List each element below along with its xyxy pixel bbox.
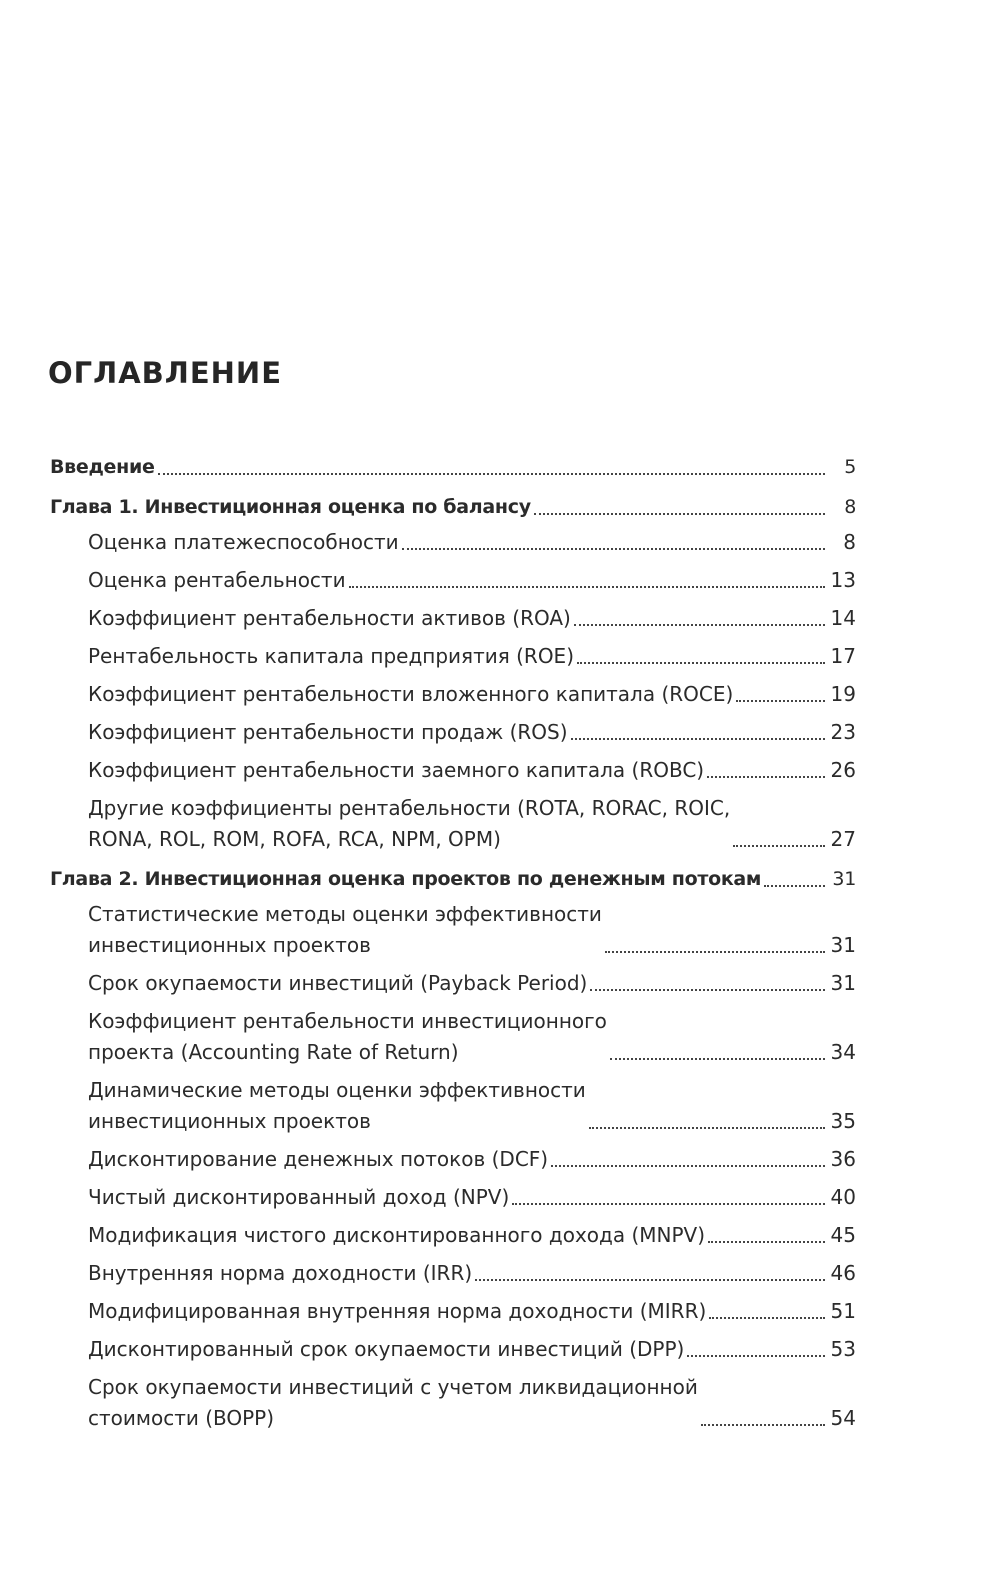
toc-entry-title: Коэффициент рентабельности продаж (ROS): [88, 720, 568, 744]
dot-leader: [610, 1058, 825, 1060]
toc-entry-title: Оценка платежеспособности: [88, 530, 399, 554]
table-of-contents: [50, 452, 856, 1441]
toc-page-number: 31: [830, 933, 856, 957]
toc-page-number: 34: [830, 1040, 856, 1064]
toc-entry[interactable]: [50, 1258, 856, 1289]
toc-entry-title-line: инвестиционных проектов: [88, 1109, 371, 1133]
toc-page-number: 23: [830, 720, 856, 744]
dot-leader: [574, 624, 825, 626]
toc-entry[interactable]: [50, 968, 856, 999]
toc-entry-title: Дисконтирование денежных потоков (DCF): [88, 1147, 549, 1171]
toc-entry-title-line: инвестиционных проектов: [88, 933, 371, 957]
dot-leader: [589, 1127, 825, 1129]
dot-leader: [707, 776, 825, 778]
dot-leader: [475, 1279, 825, 1281]
toc-entry[interactable]: [50, 793, 856, 855]
toc-page-number: 36: [830, 1147, 856, 1171]
dot-leader: [709, 1317, 825, 1319]
toc-entry-title: Введение: [50, 456, 155, 478]
toc-entry-introduction[interactable]: [50, 452, 856, 483]
toc-entry[interactable]: [50, 565, 856, 596]
toc-page-number: 19: [830, 682, 856, 706]
toc-entry-chapter-2[interactable]: [50, 864, 856, 895]
toc-entry[interactable]: [50, 1075, 856, 1137]
dot-leader: [512, 1203, 825, 1205]
toc-page-number: 5: [844, 456, 856, 478]
toc-entry-title: Внутренняя норма доходности (IRR): [88, 1261, 473, 1285]
toc-entry-title: [88, 899, 602, 961]
dot-leader: [590, 989, 825, 991]
toc-entry-title-line: RONA, ROL, ROM, ROFA, RCA, NPM, OPM): [88, 827, 501, 851]
dot-leader: [551, 1165, 825, 1167]
toc-entry[interactable]: [50, 603, 856, 634]
toc-entry-title: Оценка рентабельности: [88, 568, 346, 592]
dot-leader: [571, 738, 825, 740]
toc-entry[interactable]: [50, 1144, 856, 1175]
toc-entry[interactable]: [50, 1334, 856, 1365]
dot-leader: [158, 473, 825, 475]
toc-entry-title: [88, 793, 730, 855]
dot-leader: [349, 586, 825, 588]
toc-entry-title-line: Коэффициент рентабельности инвестиционного: [88, 1009, 607, 1033]
toc-entry[interactable]: [50, 641, 856, 672]
toc-page-number: 51: [830, 1299, 856, 1323]
toc-entry[interactable]: [50, 899, 856, 961]
toc-entry-title-line: Срок окупаемости инвестиций с учетом ликвидационной: [88, 1375, 698, 1399]
toc-page-number: 31: [830, 971, 856, 995]
toc-entry-title: [88, 1372, 698, 1434]
toc-page-number: 27: [830, 827, 856, 851]
toc-page-number: 14: [830, 606, 856, 630]
toc-entry-title-line: Динамические методы оценки эффективности: [88, 1078, 586, 1102]
toc-entry[interactable]: [50, 717, 856, 748]
toc-entry-title: [88, 1006, 607, 1068]
dot-leader: [764, 885, 825, 887]
toc-entry-title: Коэффициент рентабельности заемного капитала (ROBC): [88, 758, 705, 782]
toc-entry[interactable]: [50, 1182, 856, 1213]
toc-entry-title: Чистый дисконтированный доход (NPV): [88, 1185, 510, 1209]
dot-leader: [687, 1355, 825, 1357]
toc-page-number: 35: [830, 1109, 856, 1133]
toc-page-number: 53: [830, 1337, 856, 1361]
toc-page-number: 40: [830, 1185, 856, 1209]
toc-entry[interactable]: [50, 1006, 856, 1068]
toc-entry[interactable]: [50, 1372, 856, 1434]
toc-entry-title: Рентабельность капитала предприятия (ROE): [88, 644, 574, 668]
toc-entry[interactable]: [50, 1220, 856, 1251]
dot-leader: [708, 1241, 825, 1243]
toc-entry[interactable]: [50, 679, 856, 710]
toc-entry-title-line: Другие коэффициенты рентабельности (ROTA, RORAC, ROIC,: [88, 796, 731, 820]
page-title: ОГЛАВЛЕНИЕ: [48, 356, 283, 390]
toc-entry[interactable]: [50, 755, 856, 786]
toc-entry-title: Глава 2. Инвестиционная оценка проектов по денежным потокам: [50, 868, 762, 890]
toc-entry-title: Срок окупаемости инвестиций (Payback Period): [88, 971, 588, 995]
dot-leader: [534, 513, 825, 515]
toc-page-number: 46: [830, 1261, 856, 1285]
toc-entry-title: Глава 1. Инвестиционная оценка по балансу: [50, 496, 531, 518]
toc-page-number: 8: [843, 530, 856, 554]
toc-entry-title: Модифицированная внутренняя норма доходности (MIRR): [88, 1299, 707, 1323]
toc-entry-title: Коэффициент рентабельности вложенного капитала (ROCE): [88, 682, 734, 706]
dot-leader: [733, 845, 825, 847]
dot-leader: [701, 1424, 825, 1426]
toc-page-number: 31: [832, 868, 856, 890]
dot-leader: [402, 548, 825, 550]
toc-page-number: 45: [830, 1223, 856, 1247]
toc-entry-title: [88, 1075, 586, 1137]
toc-entry-title: Коэффициент рентабельности активов (ROA): [88, 606, 571, 630]
toc-entry-title-line: проекта (Accounting Rate of Return): [88, 1040, 459, 1064]
toc-entry-title: Дисконтированный срок окупаемости инвестиций (DPP): [88, 1337, 685, 1361]
dot-leader: [605, 951, 825, 953]
toc-page-number: 17: [830, 644, 856, 668]
toc-page-number: 8: [844, 496, 856, 518]
toc-entry-title-line: Статистические методы оценки эффективности: [88, 902, 602, 926]
dot-leader: [736, 700, 825, 702]
dot-leader: [577, 662, 825, 664]
toc-entry-chapter-1[interactable]: [50, 492, 856, 523]
toc-entry[interactable]: [50, 1296, 856, 1327]
toc-entry[interactable]: [50, 527, 856, 558]
toc-page-number: 54: [830, 1406, 856, 1430]
toc-entry-title: Модификация чистого дисконтированного дохода (MNPV): [88, 1223, 706, 1247]
toc-entry-title-line: стоимости (BOPP): [88, 1406, 275, 1430]
toc-page-number: 26: [830, 758, 856, 782]
toc-page-number: 13: [830, 568, 856, 592]
